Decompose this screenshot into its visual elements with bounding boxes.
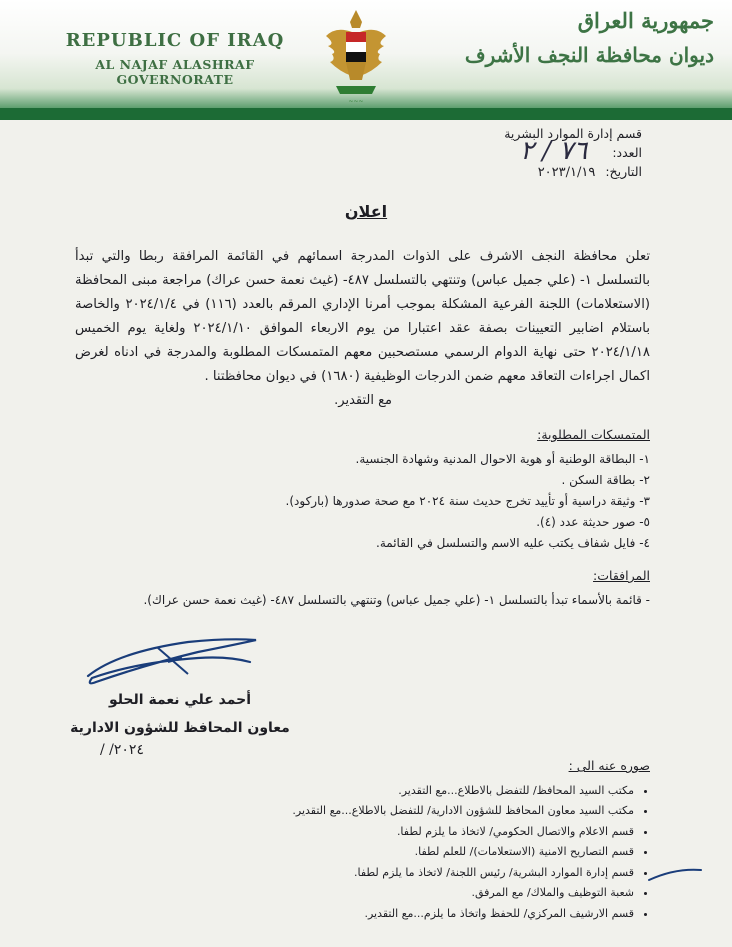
requirements-section [170, 424, 650, 554]
closing-regards: مع التقدير. [334, 393, 392, 408]
list-item: ١- البطاقة الوطنية أو هوية الاحوال المدنية وشهادة الجنسية. [355, 452, 650, 466]
attachments-section [130, 565, 650, 611]
list-item: • قسم التصاريح الامنية (الاستعلامات)/ للعلم لطفا. [170, 842, 634, 863]
announcement-title: اعلان [344, 202, 388, 221]
signatory-block [60, 686, 300, 742]
list-item: ٣- وثيقة دراسية أو تأييد تخرج حديث سنة ٢٠٢٤ مع صحة صدورها (باركود). [285, 494, 650, 508]
list-item: • قسم إدارة الموارد البشرية/ رئيس اللجنة/ لاتخاذ ما يلزم لطفا. [170, 863, 634, 884]
governorate-name-ar: ديوان محافظة النجف الأشرف [464, 43, 714, 67]
governorate-name-en: AL NAJAF ALASHRAF GOVERNORATE [95, 57, 255, 87]
copies-list [170, 781, 650, 925]
country-name-en: REPUBLIC OF IRAQ [65, 30, 285, 51]
list-item: • شعبة التوظيف والملاك/ مع المرفق. [170, 883, 634, 904]
list-item: • مكتب السيد المحافظ/ للتفضل بالاطلاع...مع التقدير. [170, 781, 634, 802]
letterhead-english [40, 30, 310, 87]
list-item: • قسم الارشيف المركزي/ للحفظ واتخاذ ما يلزم...مع التقدير. [170, 904, 634, 925]
list-item: ٢- بطاقة السكن . [561, 473, 650, 487]
handwritten-number: ٧٦ / ٢ [520, 136, 588, 166]
signatory-name: أحمد علي نعمة الحلو [108, 692, 252, 708]
letterhead-arabic [464, 8, 714, 67]
eagle-emblem-icon [322, 6, 390, 106]
attachments-heading: المرافقات: [593, 568, 650, 583]
date-label: التاريخ: [605, 164, 642, 179]
number-label: العدد: [612, 145, 642, 160]
requirements-heading: المتمسكات المطلوبة: [537, 427, 650, 442]
signature-date: / /٢٠٢٤ [100, 742, 144, 758]
attachment-item: - قائمة بالأسماء تبدأ بالتسلسل ١- (علي جميل عباس) وتنتهي بالتسلسل ٤٨٧- (غيث نعمة حسن عراك). [143, 593, 650, 607]
signatory-position: معاون المحافظ للشؤون الادارية [70, 720, 290, 736]
country-name-ar: جمهورية العراق [577, 8, 714, 33]
date-value: ٢٠٢٣/١/١٩ [537, 165, 596, 180]
pen-mark-icon [645, 864, 705, 884]
copies-section [170, 756, 650, 924]
list-item: • قسم الاعلام والاتصال الحكومي/ لاتخاذ ما يلزم لطفا. [170, 822, 634, 843]
department-label: قسم إدارة الموارد البشرية [504, 126, 642, 141]
list-item: ٥- صور حديثة عدد (٤). [536, 515, 650, 529]
copies-heading: صوره عنه الى : [568, 758, 650, 773]
announcement-body: تعلن محافظة النجف الاشرف على الذوات المدرجة اسمائهم في القائمة المرافقة ربطا والتي تبدأ بالتسلسل ١- (علي جميل عباس) وتنتهي بالتسلسل ٤٨٧- (غيث نعمة حسن عراك) مراجعة مبنى المحافظة (الاستعلامات) اللجنة الفرعية المشكلة بموجب أمرنا الإداري المرقم بالعدد (١١٦) في ٢٠٢٤/١/٤ والخاصة باستلام اضابير التعيينات بصفة عقد اعتبارا من يوم الاربعاء الموافق ٢٠٢٤/١/١٠ ولغاية يوم الخميس ٢٠٢٤/١/١٨ حتى نهاية الدوام الرسمي مستصحبين معهم المتمسكات المطلوبة والمدرجة في ادناه لغرض اكمال اجراءات التعاقد معهم ضمن الدرجات الوظيفية (١٦٨٠) في ديوان محافظتنا . [75, 249, 651, 384]
list-item: • مكتب السيد معاون المحافظ للشؤون الادارية/ للتفضل بالاطلاع...مع التقدير. [170, 801, 634, 822]
list-item: ٤- فايل شفاف يكتب عليه الاسم والتسلسل في القائمة. [376, 536, 650, 550]
letterhead-band [0, 108, 732, 120]
svg-text:~~~: ~~~ [348, 98, 364, 105]
requirements-list [170, 449, 650, 554]
